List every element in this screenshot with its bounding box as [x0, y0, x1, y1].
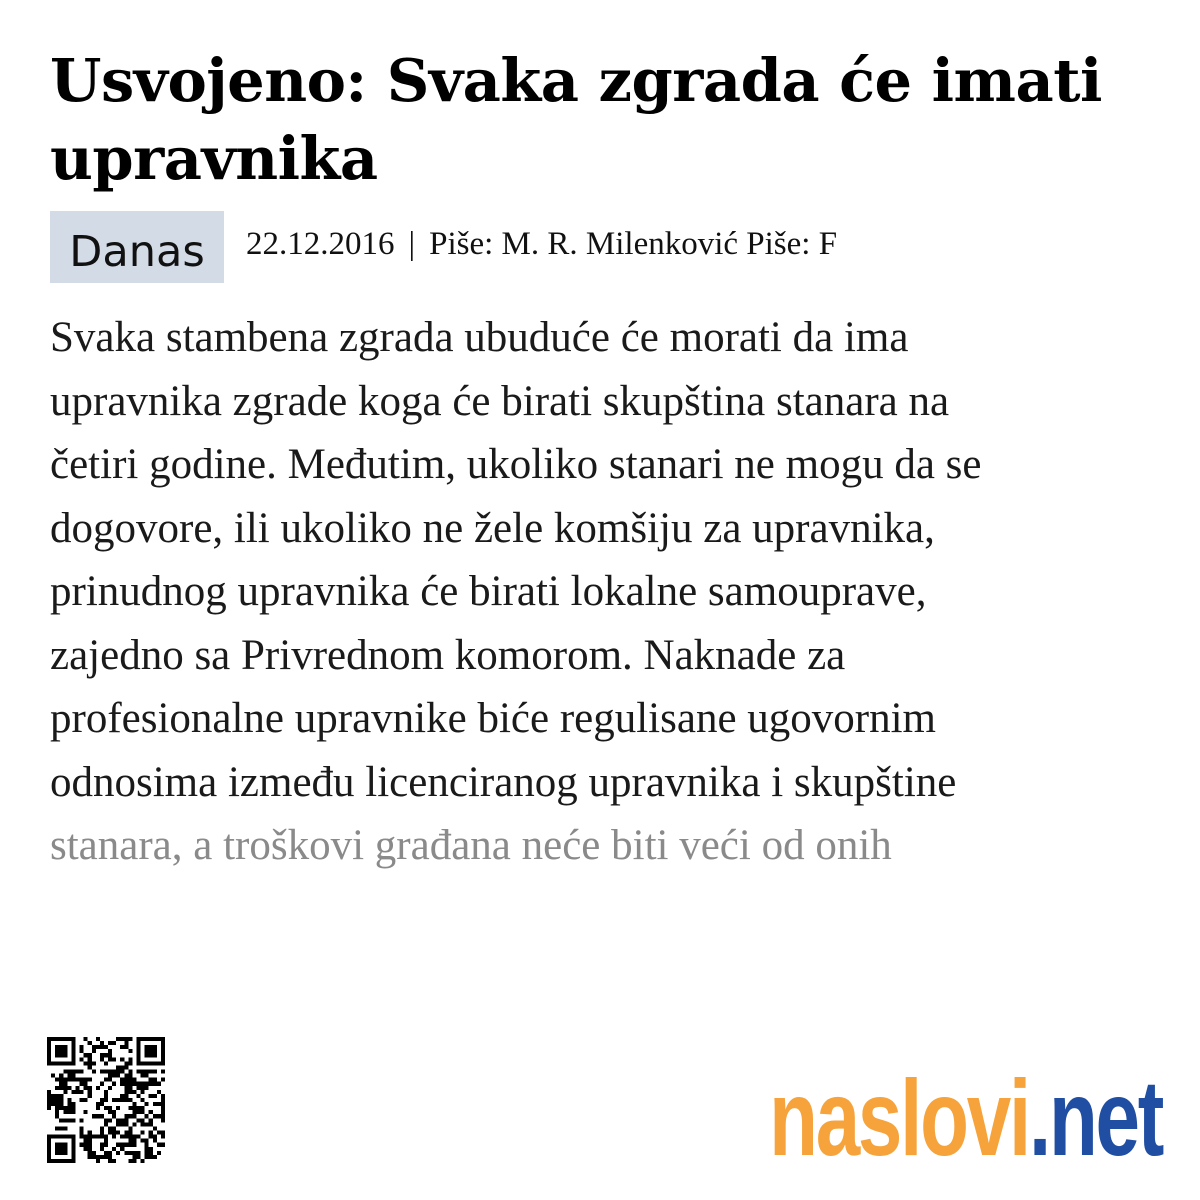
- source-badge[interactable]: Danas: [50, 211, 224, 283]
- logo-part-naslovi: naslovi: [768, 1057, 1029, 1178]
- meta-separator: |: [408, 225, 416, 262]
- naslovi-logo[interactable]: [768, 1057, 1162, 1178]
- article-author: Piše: M. R. Milenković Piše: F: [429, 225, 838, 262]
- article-title: Usvojeno: Svaka zgrada će imati upravnika: [50, 46, 1102, 193]
- body-line-faded: stanara, a troškovi građana neće biti veći od onih: [50, 822, 892, 869]
- logo-part-net: .net: [1028, 1057, 1162, 1178]
- qr-code-icon[interactable]: [47, 1036, 165, 1164]
- body-line: Svaka stambena zgrada ubuduće će morati da ima: [50, 314, 909, 361]
- body-line: profesionalne upravnike biće regulisane ugovornim: [50, 695, 936, 742]
- body-line: četiri godine. Međutim, ukoliko stanari ne mogu da se: [50, 441, 982, 488]
- article-meta: [50, 211, 837, 283]
- body-line: odnosima između licenciranog upravnika i skupštine: [50, 758, 957, 806]
- article-date: 22.12.2016: [246, 225, 395, 262]
- body-line: upravnika zgrade koga će birati skupština stanara na: [50, 377, 950, 425]
- article-body: [50, 306, 1160, 878]
- meta-text: [246, 226, 837, 269]
- body-line: dogovore, ili ukoliko ne žele komšiju za upravnika,: [50, 504, 935, 552]
- body-line: prinudnog upravnika će birati lokalne samouprave,: [50, 568, 927, 615]
- body-line: zajedno sa Privrednom komorom. Naknade za: [50, 631, 846, 679]
